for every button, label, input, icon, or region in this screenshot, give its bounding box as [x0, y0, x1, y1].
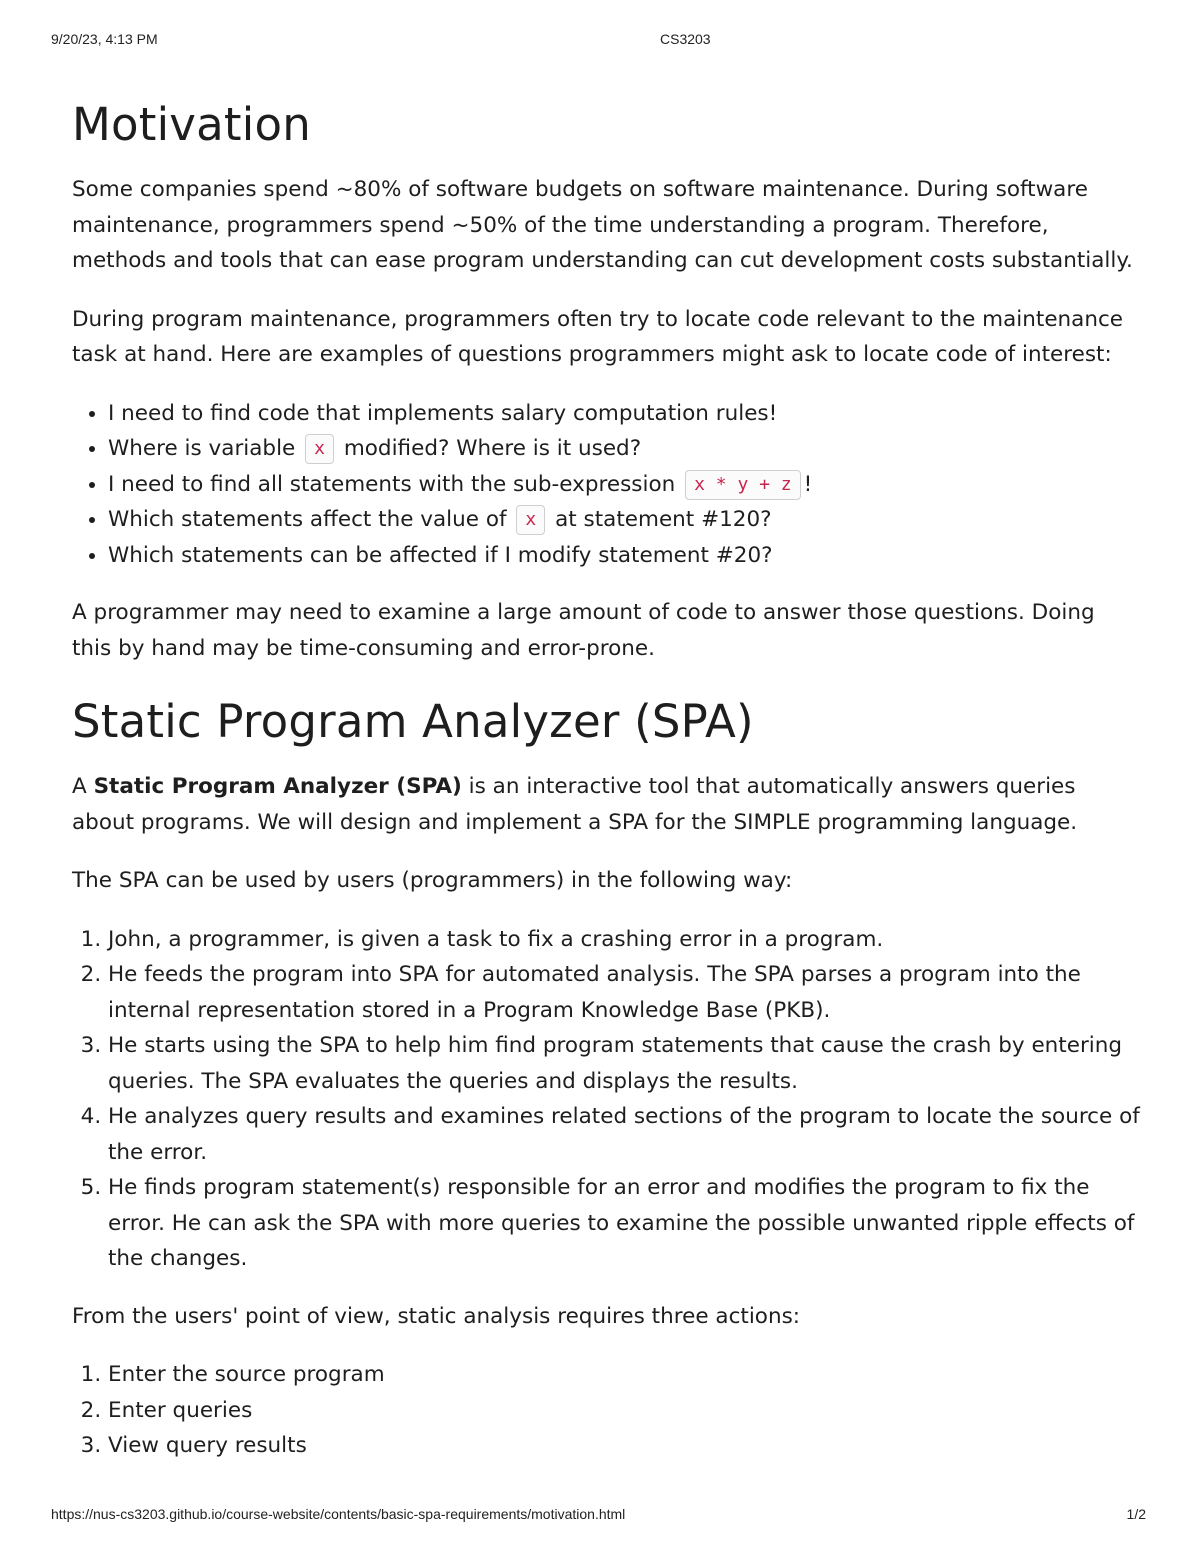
list-item: 2. He feeds the program into SPA for automated analysis. The SPA parses a program into the internal representation stored in a Program Knowledge Base (PKB). — [108, 957, 1140, 1028]
list-item: 1. Enter the source program — [108, 1357, 1140, 1393]
print-url: https://nus-cs3203.github.io/course-website/contents/basic-spa-requirements/motivation.html — [51, 1506, 626, 1522]
question-text: ! — [803, 471, 813, 497]
page-content — [72, 92, 1140, 1486]
list-item — [108, 396, 1140, 432]
list-item — [108, 502, 1140, 538]
inline-code: x — [305, 434, 334, 464]
list-item: 3. He starts using the SPA to help him find program statements that cause the crash by entering queries. The SPA evaluates the queries and displays the results. — [108, 1028, 1140, 1099]
list-item — [108, 467, 1140, 503]
motivation-paragraph-1: Some companies spend ~80% of software budgets on software maintenance. During software maintenance, programmers spend ~50% of the time understanding a program. Therefore, methods and tools that can ease program understanding can cut development costs substantially. — [72, 177, 1133, 273]
print-footer — [0, 1506, 1200, 1524]
question-text: modified? Where is it used? — [343, 436, 642, 461]
question-text: at statement #120? — [555, 507, 772, 532]
spa-intro-rest: is an interactive tool that automatically answers queries about programs. We will design and implement a SPA for the SIMPLE programming language. — [72, 774, 1078, 835]
list-item — [108, 431, 1140, 467]
motivation-paragraph-2: During program maintenance, programmers often try to locate code relevant to the maintenance task at hand. Here are examples of questions programmers might ask to locate code of interest: — [72, 306, 1124, 367]
questions-list — [72, 396, 1140, 574]
spa-intro — [72, 769, 1140, 840]
list-item: 3. View query results — [108, 1428, 1140, 1464]
print-page-number: 1/2 — [1126, 1506, 1146, 1522]
question-text: Which statements can be affected if I modify statement #20? — [108, 542, 773, 568]
print-header — [0, 31, 1200, 49]
spa-intro-article: A — [72, 774, 87, 799]
spa-heading: Static Program Analyzer (SPA) — [72, 695, 754, 748]
list-item: 1. John, a programmer, is given a task to fix a crashing error in a program. — [108, 922, 1140, 958]
print-site-title: CS3203 — [660, 31, 711, 47]
inline-code: x — [516, 505, 545, 535]
spa-usage-intro: The SPA can be used by users (programmers) in the following way: — [72, 868, 793, 893]
motivation-paragraph-3: A programmer may need to examine a large amount of code to answer those questions. Doing this by hand may be time-consuming and error-prone. — [72, 600, 1095, 661]
motivation-heading: Motivation — [72, 98, 311, 151]
question-text: I need to find code that implements salary computation rules! — [108, 400, 778, 426]
list-item: 2. Enter queries — [108, 1393, 1140, 1429]
question-text: Where is variable — [108, 436, 296, 461]
list-item: 4. He analyzes query results and examines related sections of the program to locate the source of the error. — [108, 1099, 1140, 1170]
question-text: I need to find all statements with the sub-expression — [108, 471, 676, 497]
actions-intro: From the users' point of view, static analysis requires three actions: — [72, 1303, 801, 1329]
list-item: 5. He finds program statement(s) responsible for an error and modifies the program to fix the error. He can ask the SPA with more queries to examine the possible unwanted ripple effects of the changes. — [108, 1170, 1140, 1277]
list-item — [108, 538, 1140, 574]
inline-code: x * y + z — [685, 470, 801, 500]
usage-steps-list — [72, 922, 1140, 1277]
question-text: Which statements affect the value of — [108, 507, 507, 532]
spa-term: Static Program Analyzer (SPA) — [93, 774, 462, 799]
print-datetime: 9/20/23, 4:13 PM — [51, 31, 158, 47]
actions-list — [72, 1357, 1140, 1464]
